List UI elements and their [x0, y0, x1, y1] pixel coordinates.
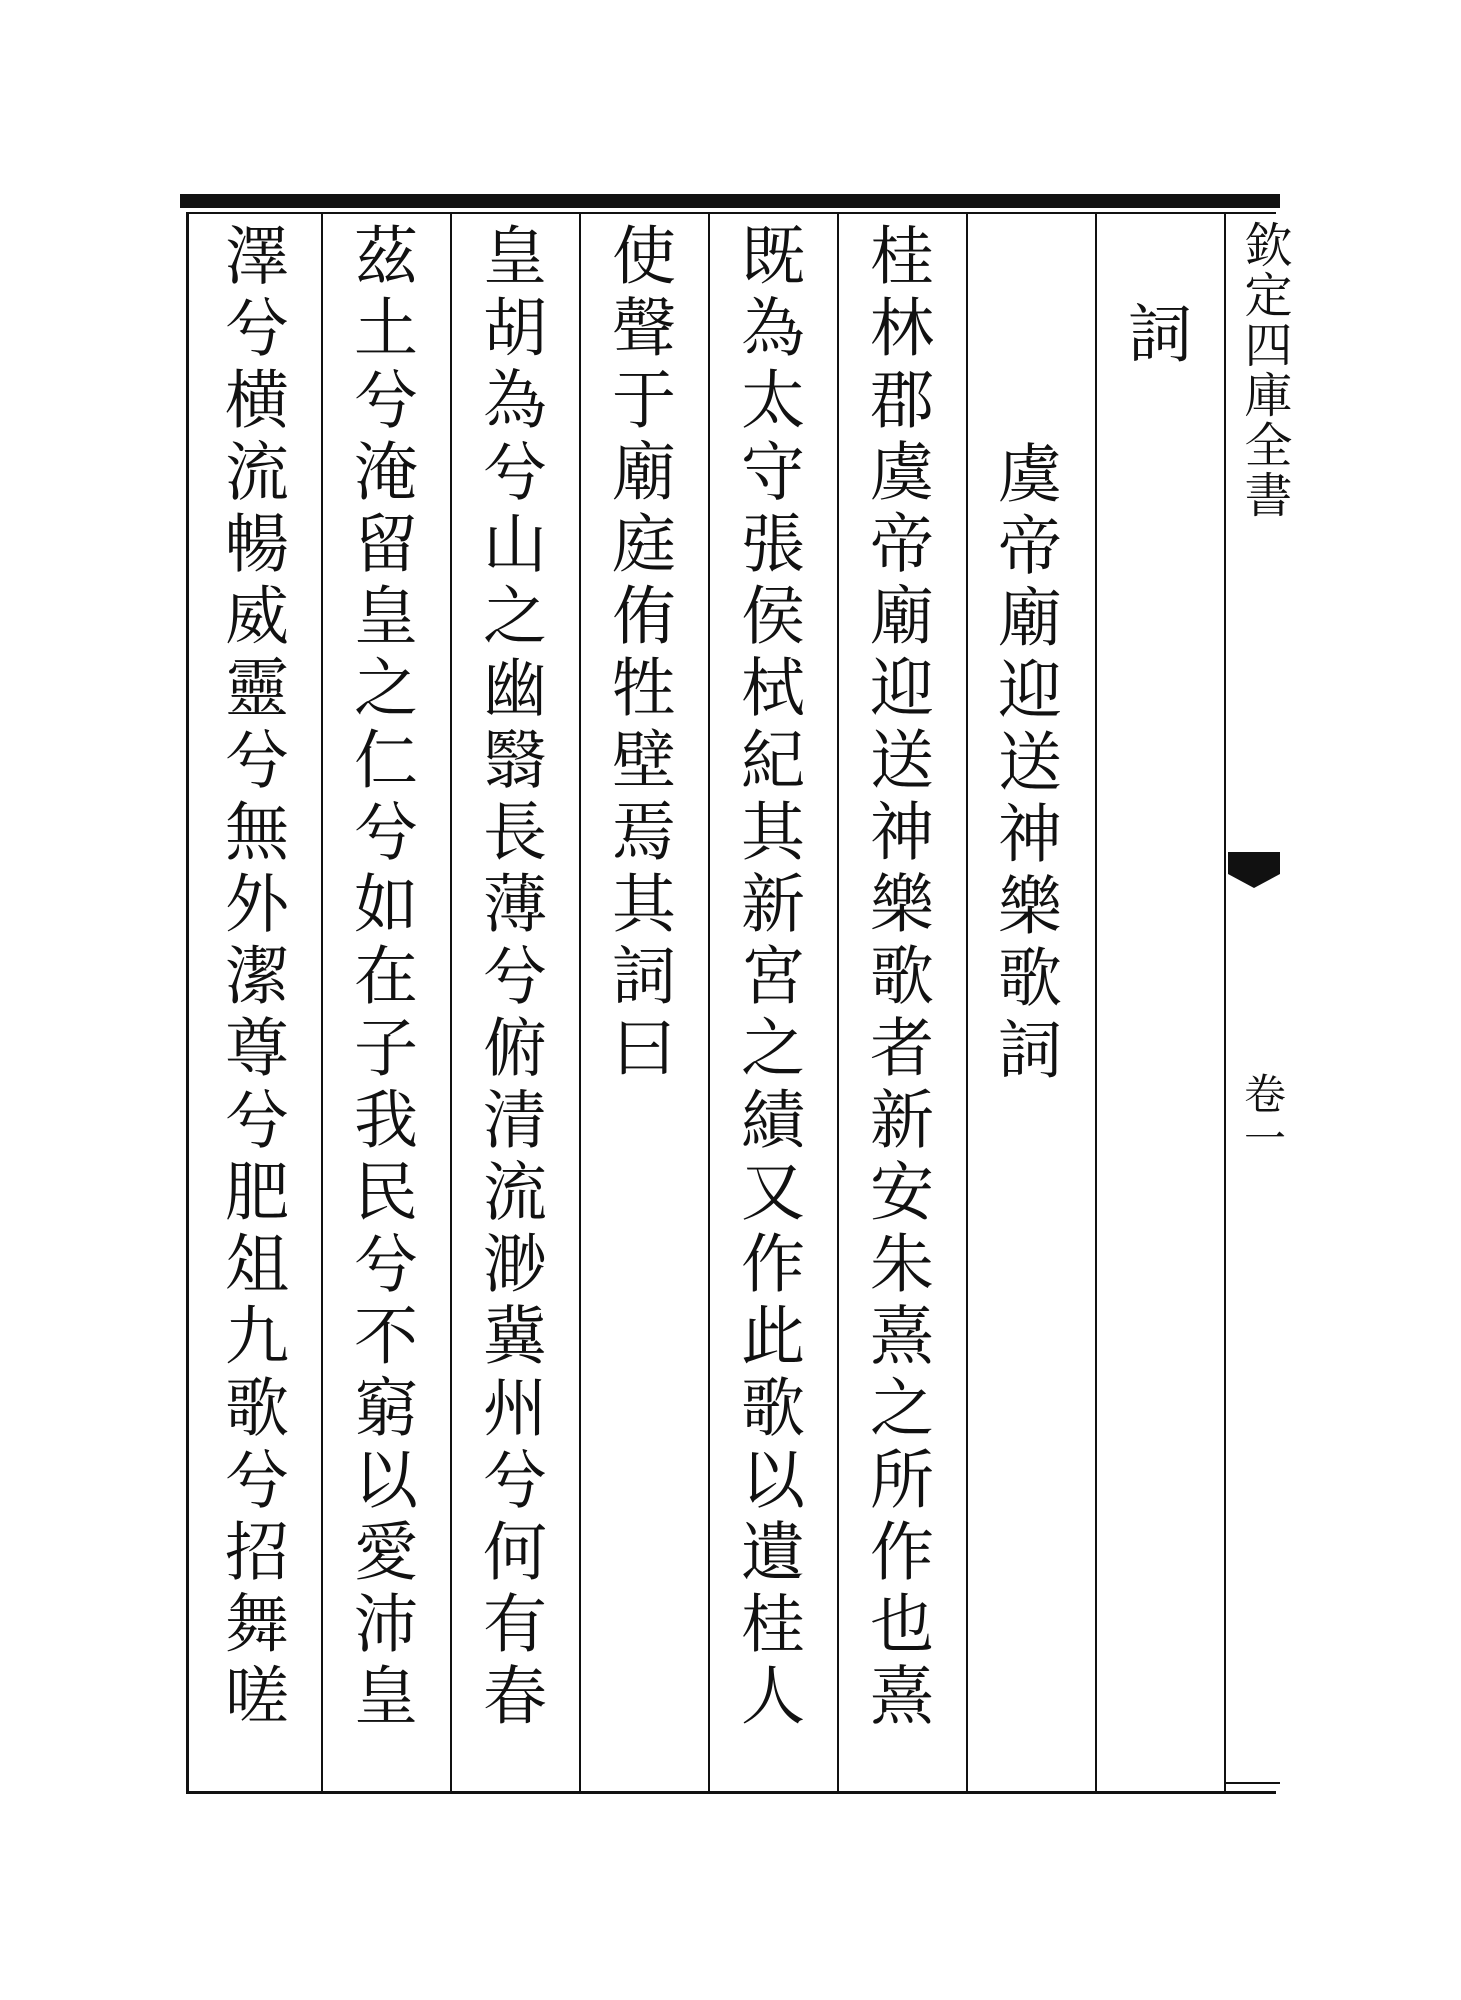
text-column: 茲土兮淹留皇之仁兮如在子我民兮不窮以愛沛皇 [343, 222, 417, 1734]
top-border-rule [180, 194, 1280, 208]
volume-label: 卷一 [1238, 1072, 1287, 1160]
poem-title: 虞帝廟迎送神樂歌詞 [987, 440, 1061, 1088]
column-rule [579, 212, 581, 1794]
column-rule [1095, 212, 1097, 1794]
column-rule [837, 212, 839, 1794]
column-rule [708, 212, 710, 1794]
margin-divider [1226, 1782, 1280, 1784]
text-column: 皇胡為兮山之幽翳長薄兮俯清流渺冀州兮何有春 [472, 222, 546, 1734]
text-column: 澤兮横流暢威靈兮無外潔尊兮肥俎九歌兮招舞嗟 [214, 222, 288, 1734]
library-title: 欽定四庫全書 [1236, 220, 1292, 520]
text-column: 桂林郡虞帝廟迎送神樂歌者新安朱熹之所作也熹 [859, 222, 933, 1734]
section-heading: 詞 [1117, 300, 1191, 372]
margin-rule [1224, 212, 1226, 1794]
text-column: 既為太守張侯栻紀其新宮之績又作此歌以遺桂人 [730, 222, 804, 1734]
column-rule [450, 212, 452, 1794]
column-rule [966, 212, 968, 1794]
column-rule [321, 212, 323, 1794]
page-margin [1224, 212, 1292, 1794]
fishtail-mark [1228, 852, 1280, 874]
text-column: 使聲于廟庭侑牲壁焉其詞曰 [601, 222, 675, 1086]
